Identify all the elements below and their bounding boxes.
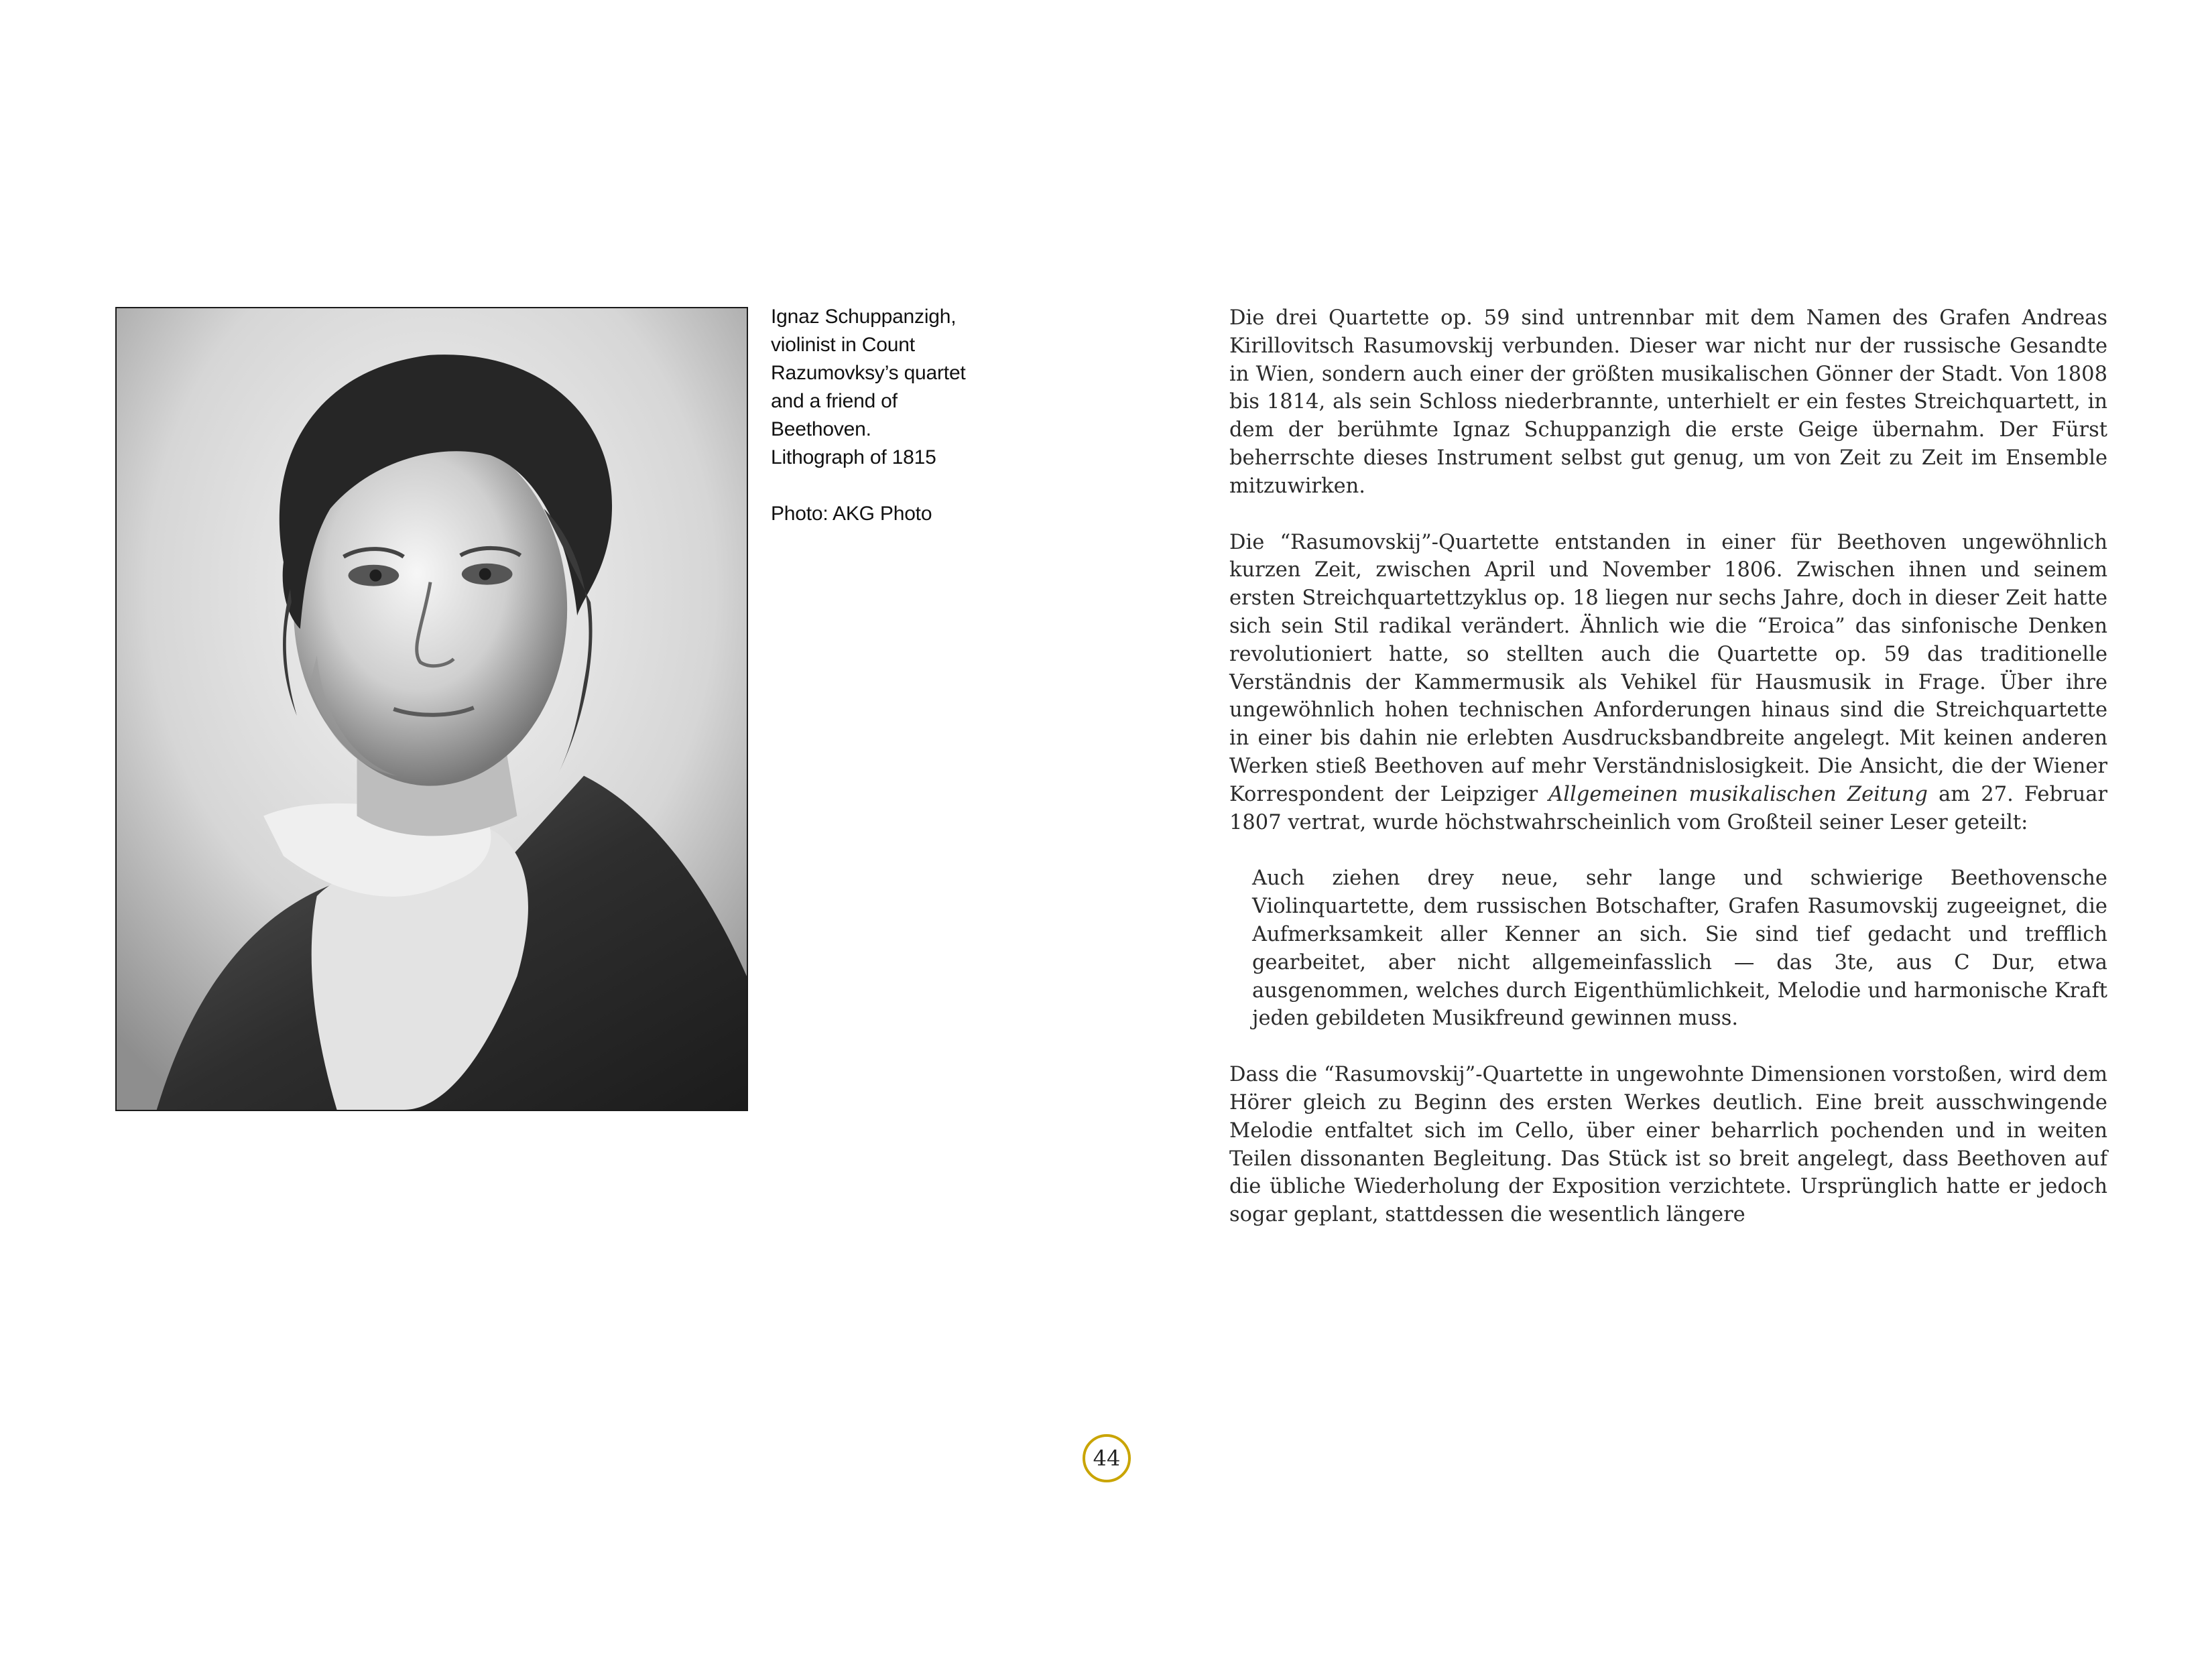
paragraph-2 [1229, 529, 2107, 837]
body-text [1229, 304, 2107, 1229]
figure-caption [771, 303, 999, 528]
newspaper-title: Allgemeinen musikalischen Zeitung [1548, 782, 1928, 806]
paragraph-3: Dass die “Rasumovskij”-Quartette in ungewohnte Dimensionen vorstoßen, wird dem Hörer gleich zu Beginn des ersten Werkes deutlich. Eine breit ausschwingende Melodie entfaltet sich im Cello, über einer beharrlich pochenden und in weiten Teilen dissonanten Begleitung. Das Stück ist so breit angelegt, dass Beethoven auf die übliche Wiederholung der Exposition verzichtete. Ursprünglich hatte er jedoch sogar geplant, stattdessen die wesentlich längere [1229, 1063, 2107, 1227]
block-quote: Auch ziehen drey neue, sehr lange und schwierige Beethovensche Violinquartette, dem russischen Botschafter, Grafen Rasumovskij zugeeignet, die Aufmerksamkeit aller Kenner an sich. Sie sind tief gedacht und trefflich gearbeitet, aber nicht allgemeinfasslich — das 3te, aus C Dur, etwa ausgenommen, welches durch Eigenthümlichkeit, Melodie und harmonische Kraft jeden gebildeten Musikfreund gewinnen muss. [1252, 867, 2107, 1031]
paragraph-1: Die drei Quartette op. 59 sind untrennbar mit dem Namen des Grafen Andreas Kirillovitsch Rasumovskij verbunden. Dieser war nicht nur der russische Gesandte in Wien, sondern auch einer der größten musikalischen Gönner der Stadt. Von 1808 bis 1814, als sein Schloss niederbrannte, unterhielt er ein festes Streichquartett, in dem der berühmte Ignaz Schuppanzigh die erste Geige übernahm. Der Fürst beherrschte dieses Instrument selbst gut genug, um von Zeit zu Zeit im Ensemble mitzuwirken. [1229, 306, 2107, 498]
paragraph-2-text-a: Die “Rasumovskij”-Quartette entstanden in einer für Beethoven ungewöhnlich kurzen Zeit, zwischen April und November 1806. Zwischen ihnen und seinem ersten Streichquartettzyklus op. 18 liegen nur sechs Jahre, doch in dieser Zeit hatte sich sein Stil radikal verändert. Ähnlich wie die “Eroica” das sinfonische Denken revolutioniert hatte, so stellten auch die Quartette op. 59 das traditionelle Verständnis der Kammermusik als Vehikel für Hausmusik in Frage. Über ihre ungewöhnlich hohen technischen Anforderungen hinaus sind die Streichquartette in einer bis dahin nie erlebten Ausdrucksbandbreite angelegt. Mit keinen anderen Werken stieß Beethoven auf mehr Verständnislosigkeit. Die Ansicht, die der Wiener Korrespondent der Leipziger [1229, 530, 2107, 806]
paragraph-2-text-b: am 27. Februar 1807 vertrat, wurde höchstwahrscheinlich vom Großteil seiner Leser geteilt: [1229, 782, 2107, 834]
caption-text: Ignaz Schuppanzigh, violinist in Count Razumovksy’s quartet and a friend of Beethoven. Lithograph of 1815 [771, 306, 966, 468]
page-number: 44 [1083, 1434, 1131, 1482]
photo-credit: Photo: AKG Photo [771, 503, 932, 525]
portrait-image [117, 308, 747, 1110]
portrait-lithograph [115, 307, 748, 1111]
